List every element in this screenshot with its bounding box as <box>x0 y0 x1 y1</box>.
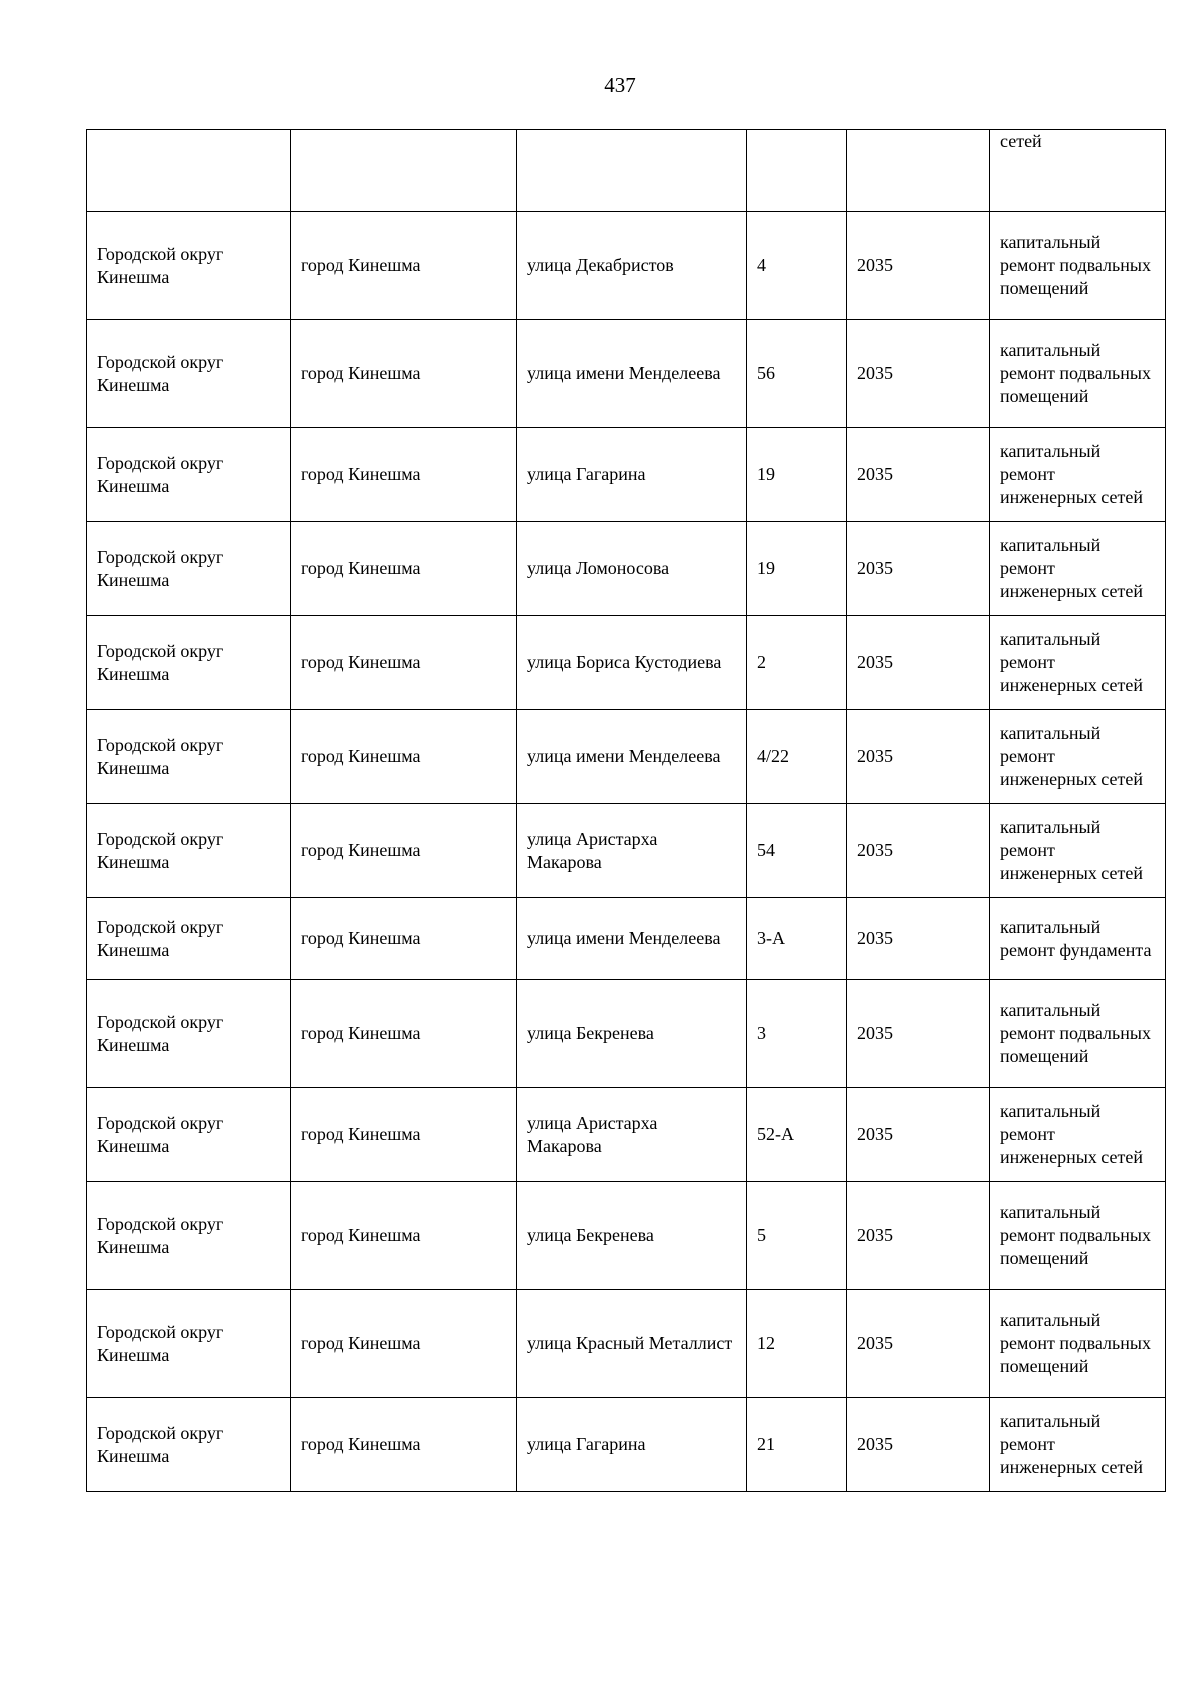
cell-house: 56 <box>747 320 847 428</box>
cell-street: улица Бекренева <box>517 1182 747 1290</box>
cell-city <box>291 130 517 212</box>
cell-street: улица Аристарха Макарова <box>517 804 747 898</box>
cell-house: 4/22 <box>747 710 847 804</box>
cell-district: Городской округ Кинешма <box>87 980 291 1088</box>
cell-work: капитальный ремонт инженерных сетей <box>990 616 1166 710</box>
table-row <box>87 1290 1166 1398</box>
cell-city: город Кинешма <box>291 980 517 1088</box>
table-row <box>87 428 1166 522</box>
cell-city: город Кинешма <box>291 320 517 428</box>
cell-city: город Кинешма <box>291 710 517 804</box>
cell-district: Городской округ Кинешма <box>87 1182 291 1290</box>
cell-street <box>517 130 747 212</box>
cell-work: капитальный ремонт инженерных сетей <box>990 710 1166 804</box>
cell-work: сетей <box>990 130 1166 212</box>
table-row <box>87 710 1166 804</box>
table-row <box>87 804 1166 898</box>
cell-street: улица Аристарха Макарова <box>517 1088 747 1182</box>
cell-year: 2035 <box>847 1290 990 1398</box>
cell-house: 12 <box>747 1290 847 1398</box>
cell-year: 2035 <box>847 804 990 898</box>
cell-work: капитальный ремонт подвальных помещений <box>990 1182 1166 1290</box>
table-row <box>87 1398 1166 1492</box>
cell-work: капитальный ремонт инженерных сетей <box>990 1088 1166 1182</box>
cell-street: улица Бориса Кустодиева <box>517 616 747 710</box>
table-body <box>87 130 1166 1492</box>
table-row <box>87 320 1166 428</box>
cell-street: улица Бекренева <box>517 980 747 1088</box>
cell-house: 19 <box>747 428 847 522</box>
table-row <box>87 1088 1166 1182</box>
cell-city: город Кинешма <box>291 616 517 710</box>
cell-year: 2035 <box>847 212 990 320</box>
cell-work: капитальный ремонт инженерных сетей <box>990 804 1166 898</box>
cell-street: улица имени Менделеева <box>517 898 747 980</box>
repair-schedule-table <box>86 129 1166 1492</box>
cell-house: 2 <box>747 616 847 710</box>
cell-district: Городской округ Кинешма <box>87 710 291 804</box>
cell-street: улица Красный Металлист <box>517 1290 747 1398</box>
page-number: 437 <box>604 73 636 97</box>
cell-house: 52-А <box>747 1088 847 1182</box>
table-row <box>87 212 1166 320</box>
cell-district: Городской округ Кинешма <box>87 1088 291 1182</box>
cell-work: капитальный ремонт инженерных сетей <box>990 1398 1166 1492</box>
cell-year: 2035 <box>847 428 990 522</box>
table-row <box>87 522 1166 616</box>
cell-district: Городской округ Кинешма <box>87 1290 291 1398</box>
table-row <box>87 616 1166 710</box>
cell-district: Городской округ Кинешма <box>87 428 291 522</box>
cell-year: 2035 <box>847 616 990 710</box>
cell-district: Городской округ Кинешма <box>87 616 291 710</box>
cell-city: город Кинешма <box>291 1088 517 1182</box>
cell-district: Городской округ Кинешма <box>87 1398 291 1492</box>
cell-district: Городской округ Кинешма <box>87 212 291 320</box>
cell-year: 2035 <box>847 898 990 980</box>
cell-work: капитальный ремонт подвальных помещений <box>990 980 1166 1088</box>
cell-work: капитальный ремонт подвальных помещений <box>990 1290 1166 1398</box>
cell-city: город Кинешма <box>291 898 517 980</box>
cell-house: 54 <box>747 804 847 898</box>
cell-year: 2035 <box>847 980 990 1088</box>
cell-street: улица Гагарина <box>517 428 747 522</box>
cell-house <box>747 130 847 212</box>
cell-district: Городской округ Кинешма <box>87 898 291 980</box>
cell-city: город Кинешма <box>291 212 517 320</box>
cell-year: 2035 <box>847 1398 990 1492</box>
cell-district <box>87 130 291 212</box>
cell-street: улица Гагарина <box>517 1398 747 1492</box>
cell-year: 2035 <box>847 1088 990 1182</box>
cell-street: улица имени Менделеева <box>517 320 747 428</box>
cell-city: город Кинешма <box>291 522 517 616</box>
cell-work: капитальный ремонт инженерных сетей <box>990 522 1166 616</box>
cell-city: город Кинешма <box>291 1398 517 1492</box>
cell-street: улица Декабристов <box>517 212 747 320</box>
cell-work: капитальный ремонт фундамента <box>990 898 1166 980</box>
cell-year: 2035 <box>847 1182 990 1290</box>
cell-house: 5 <box>747 1182 847 1290</box>
cell-work: капитальный ремонт инженерных сетей <box>990 428 1166 522</box>
cell-year <box>847 130 990 212</box>
cell-district: Городской округ Кинешма <box>87 320 291 428</box>
cell-street: улица Ломоносова <box>517 522 747 616</box>
cell-district: Городской округ Кинешма <box>87 804 291 898</box>
cell-house: 21 <box>747 1398 847 1492</box>
cell-city: город Кинешма <box>291 1290 517 1398</box>
cell-year: 2035 <box>847 522 990 616</box>
cell-district: Городской округ Кинешма <box>87 522 291 616</box>
cell-house: 19 <box>747 522 847 616</box>
cell-work: капитальный ремонт подвальных помещений <box>990 320 1166 428</box>
cell-work: капитальный ремонт подвальных помещений <box>990 212 1166 320</box>
cell-city: город Кинешма <box>291 804 517 898</box>
table-row-continuation <box>87 130 1166 212</box>
table-row <box>87 1182 1166 1290</box>
cell-house: 4 <box>747 212 847 320</box>
cell-house: 3 <box>747 980 847 1088</box>
cell-city: город Кинешма <box>291 428 517 522</box>
table-row <box>87 898 1166 980</box>
cell-year: 2035 <box>847 710 990 804</box>
cell-street: улица имени Менделеева <box>517 710 747 804</box>
table-row <box>87 980 1166 1088</box>
cell-city: город Кинешма <box>291 1182 517 1290</box>
cell-house: 3-А <box>747 898 847 980</box>
cell-year: 2035 <box>847 320 990 428</box>
